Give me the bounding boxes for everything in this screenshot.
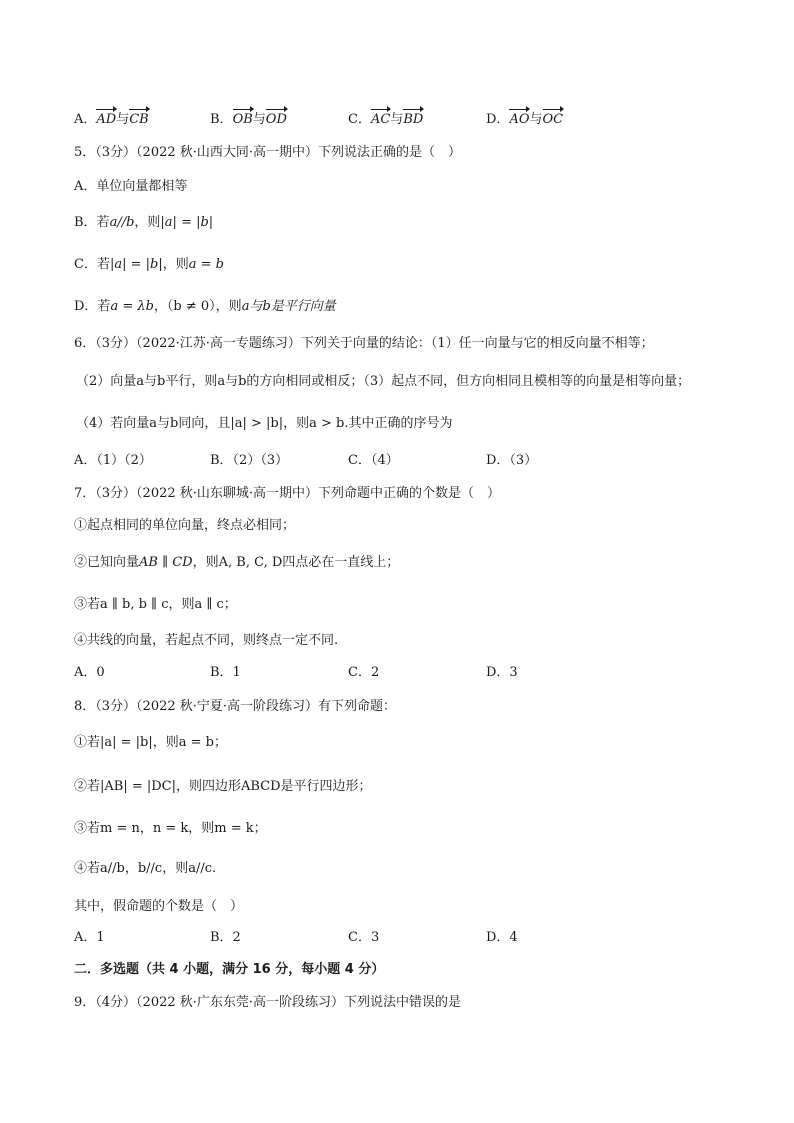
q7-statement-1: ①起点相同的单位向量，终点必相同； <box>74 518 296 533</box>
q8-question: 其中，假命题的个数是（ ） <box>74 899 244 914</box>
q6-line-3: （4）若向量a与b同向，且|a| > |b|，则a > b.其中正确的序号为 <box>76 416 453 431</box>
q6-option-b: B．（2）（3） <box>210 453 289 468</box>
q8-statement-2: ②若|AB| = |DC|，则四边形ABCD是平行四边形； <box>74 779 372 794</box>
q7-statement-4: ④共线的向量，若起点不同，则终点一定不同. <box>74 633 339 648</box>
q8-statement-1: ①若|a| = |b|，则a = b； <box>74 735 227 750</box>
q4-option-b: B．OB与OD <box>210 108 287 129</box>
q7-option-d: D．3 <box>486 665 518 680</box>
q6-option-a: A．（1）（2） <box>74 453 152 468</box>
q4-option-c: C．AC与BD <box>348 108 423 129</box>
section-heading: 二．多选题（共 4 小题，满分 16 分，每小题 4 分） <box>74 962 385 977</box>
q7-option-c: C．2 <box>348 665 380 680</box>
q6-option-d: D．（3） <box>486 453 538 468</box>
q6-line-2: （2）向量a与b平行，则a与b的方向相同或相反；（3）起点不同，但方向相同且模相等的向量是相等向量； <box>76 374 691 389</box>
q7-stem: 7．（3分）（2022 秋·山东聊城·高一期中）下列命题中正确的个数是（ ） <box>74 486 501 501</box>
q5-option-c: C．若|a| = |b|，则a = b <box>74 257 224 272</box>
q7-option-b: B．1 <box>210 665 241 680</box>
q6-option-c: C．（4） <box>348 453 399 468</box>
q7-statement-2: ②已知向量AB ∥ CD，则A, B, C, D四点必在一直线上； <box>74 555 400 570</box>
q8-option-b: B．2 <box>210 930 241 945</box>
q8-option-c: C．3 <box>348 930 380 945</box>
q5-option-d: D．若a = λb，（b ≠ 0），则a与b是平行向量 <box>74 299 336 314</box>
q8-option-a: A．1 <box>74 930 105 945</box>
q5-stem: 5．（3分）（2022 秋·山西大同·高一期中）下列说法正确的是（ ） <box>74 145 462 160</box>
q5-option-a: A．单位向量都相等 <box>74 179 188 194</box>
q9-stem: 9．（4分）（2022 秋·广东东莞·高一阶段练习）下列说法中错误的是 <box>74 995 462 1010</box>
q5-option-b: B．若a//b，则|a| = |b| <box>74 215 214 230</box>
q8-option-d: D．4 <box>486 930 518 945</box>
q8-stem: 8．（3分）（2022 秋·宁夏·高一阶段练习）有下列命题： <box>74 699 397 714</box>
q8-statement-4: ④若a//b，b//c，则a//c. <box>74 861 217 876</box>
q7-statement-3: ③若a ∥ b, b ∥ c，则a ∥ c； <box>74 597 237 612</box>
q4-option-a: A．AD与CB <box>74 108 149 129</box>
q4-option-d: D．AO与OC <box>486 108 563 129</box>
q8-statement-3: ③若m = n，n = k，则m = k； <box>74 821 267 836</box>
q6-stem: 6．（3分）（2022·江苏·高一专题练习）下列关于向量的结论：（1）任一向量与它的相反向量不相等； <box>74 336 654 351</box>
q7-option-a: A．0 <box>74 665 105 680</box>
